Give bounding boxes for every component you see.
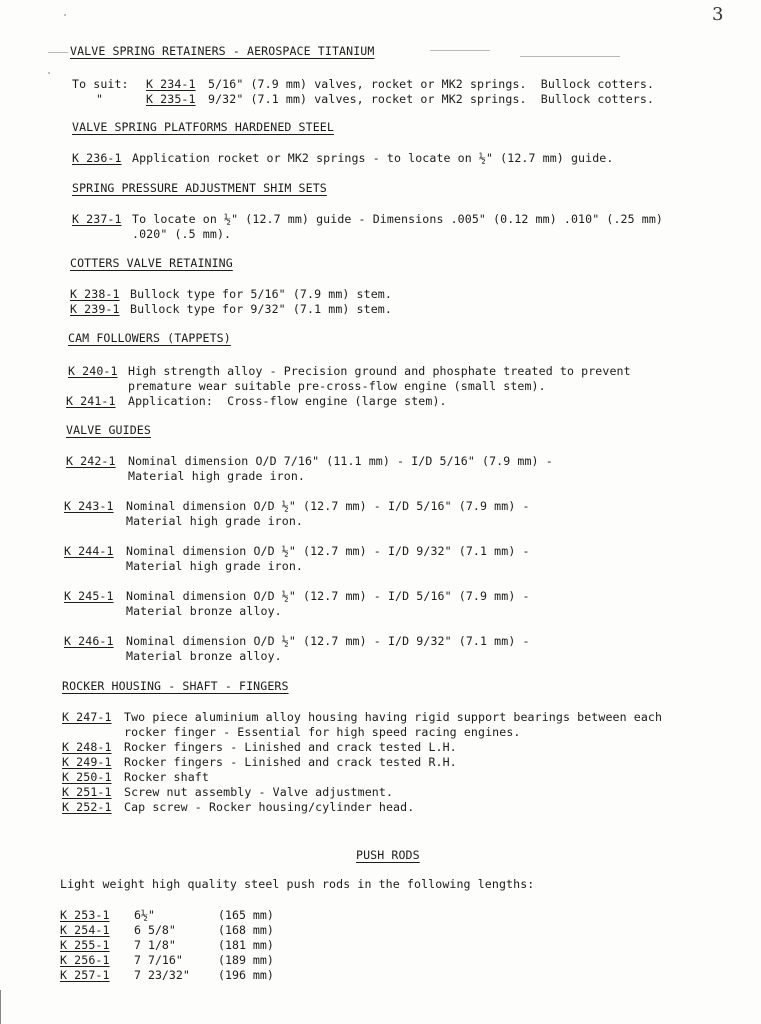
- part-description-cont: Material high grade iron.: [128, 469, 306, 483]
- section-heading-shims: SPRING PRESSURE ADJUSTMENT SHIM SETS: [72, 181, 327, 195]
- part-description: Screw nut assembly - Valve adjustment.: [124, 785, 394, 799]
- part-description: Rocker shaft: [124, 770, 209, 784]
- pushrod-metric: (165 mm): [218, 908, 274, 922]
- pushrod-length: 7 1/8": [134, 938, 176, 952]
- page-edge-mark: [0, 990, 1, 1024]
- part-code: K 252-1: [62, 800, 112, 814]
- part-description-cont: premature wear suitable pre-cross-flow engine (small stem).: [128, 379, 546, 393]
- pushrod-length: 7 23/32": [134, 968, 190, 982]
- part-code: K 247-1: [62, 710, 112, 724]
- ditto-mark: ": [96, 92, 104, 106]
- part-code: K 246-1: [64, 634, 114, 648]
- section-heading-pushrods: PUSH RODS: [356, 848, 420, 862]
- part-description: 5/16" (7.9 mm) valves, rocket or MK2 springs. Bullock cotters.: [208, 77, 655, 91]
- part-description-cont: Material bronze alloy.: [126, 649, 282, 663]
- part-code: K 235-1: [146, 92, 196, 106]
- part-description: Rocker fingers - Linished and crack tested R.H.: [124, 755, 457, 769]
- part-description: Nominal dimension O/D ½" (12.7 mm) - I/D 9/32" (7.1 mm) -: [126, 544, 530, 558]
- pushrod-length: 6 5/8": [134, 923, 176, 937]
- part-description: Bullock type for 9/32" (7.1 mm) stem.: [130, 302, 392, 316]
- part-description-cont: Material high grade iron.: [126, 559, 304, 573]
- section-heading-platforms: VALVE SPRING PLATFORMS HARDENED STEEL: [72, 120, 334, 134]
- pushrod-length: 7 7/16": [134, 953, 183, 967]
- part-description: High strength alloy - Precision ground and phosphate treated to prevent: [128, 364, 631, 378]
- scan-dot: [64, 14, 66, 16]
- part-code: K 248-1: [62, 740, 112, 754]
- part-code: K 242-1: [66, 454, 116, 468]
- part-description: Nominal dimension O/D ½" (12.7 mm) - I/D 5/16" (7.9 mm) -: [126, 499, 530, 513]
- part-description-cont: .020" (.5 mm).: [132, 227, 232, 241]
- part-description-cont: Material bronze alloy.: [126, 604, 282, 618]
- section-heading-followers: CAM FOLLOWERS (TAPPETS): [68, 331, 231, 345]
- scan-mark: [48, 52, 68, 53]
- part-code: K 244-1: [64, 544, 114, 558]
- part-code: K 239-1: [70, 302, 120, 316]
- section-heading-retainers: VALVE SPRING RETAINERS - AEROSPACE TITANIUM: [70, 44, 375, 58]
- scan-mark: [430, 50, 490, 51]
- part-code: K 241-1: [66, 394, 116, 408]
- to-suit-label: To suit:: [72, 77, 129, 91]
- part-code: K 255-1: [60, 938, 110, 952]
- part-code: K 243-1: [64, 499, 114, 513]
- part-description: Application: Cross-flow engine (large stem).: [128, 394, 447, 408]
- part-description-cont: Material high grade iron.: [126, 514, 304, 528]
- pushrod-length: 6½": [134, 908, 155, 922]
- part-description: Bullock type for 5/16" (7.9 mm) stem.: [130, 287, 392, 301]
- pushrod-metric: (189 mm): [218, 953, 274, 967]
- part-description-cont: rocker finger - Essential for high speed racing engines.: [124, 725, 521, 739]
- part-description: Application rocket or MK2 springs - to locate on ½" (12.7 mm) guide.: [132, 151, 614, 165]
- part-description: Nominal dimension O/D ½" (12.7 mm) - I/D 9/32" (7.1 mm) -: [126, 634, 530, 648]
- part-description: Nominal dimension O/D ½" (12.7 mm) - I/D 5/16" (7.9 mm) -: [126, 589, 530, 603]
- part-code: K 253-1: [60, 908, 110, 922]
- pushrods-intro: Light weight high quality steel push rods in the following lengths:: [60, 877, 535, 891]
- part-code: K 240-1: [68, 364, 118, 378]
- part-code: K 236-1: [72, 151, 122, 165]
- pushrod-metric: (168 mm): [218, 923, 274, 937]
- scan-mark: [520, 56, 620, 57]
- part-description: Rocker fingers - Linished and crack tested L.H.: [124, 740, 457, 754]
- part-code: K 234-1: [146, 77, 196, 91]
- part-code: K 257-1: [60, 968, 110, 982]
- pushrod-metric: (181 mm): [218, 938, 274, 952]
- part-code: K 256-1: [60, 953, 110, 967]
- part-code: K 254-1: [60, 923, 110, 937]
- page-number: 3: [712, 4, 724, 25]
- part-code: K 237-1: [72, 212, 122, 226]
- pushrod-metric: (196 mm): [218, 968, 274, 982]
- part-description: Cap screw - Rocker housing/cylinder head.: [124, 800, 415, 814]
- section-heading-cotters: COTTERS VALVE RETAINING: [70, 256, 233, 270]
- part-description: Two piece aluminium alloy housing having rigid support bearings between each: [124, 710, 663, 724]
- part-code: K 238-1: [70, 287, 120, 301]
- part-description: To locate on ½" (12.7 mm) guide - Dimensions .005" (0.12 mm) .010" (.25 mm): [132, 212, 664, 226]
- part-description: 9/32" (7.1 mm) valves, rocket or MK2 springs. Bullock cotters.: [208, 92, 655, 106]
- scan-dot: [48, 72, 50, 74]
- section-heading-rocker: ROCKER HOUSING - SHAFT - FINGERS: [62, 679, 289, 693]
- part-code: K 249-1: [62, 755, 112, 769]
- section-heading-guides: VALVE GUIDES: [66, 423, 151, 437]
- part-code: K 245-1: [64, 589, 114, 603]
- part-code: K 250-1: [62, 770, 112, 784]
- part-description: Nominal dimension O/D 7/16" (11.1 mm) - I/D 5/16" (7.9 mm) -: [128, 454, 553, 468]
- part-code: K 251-1: [62, 785, 112, 799]
